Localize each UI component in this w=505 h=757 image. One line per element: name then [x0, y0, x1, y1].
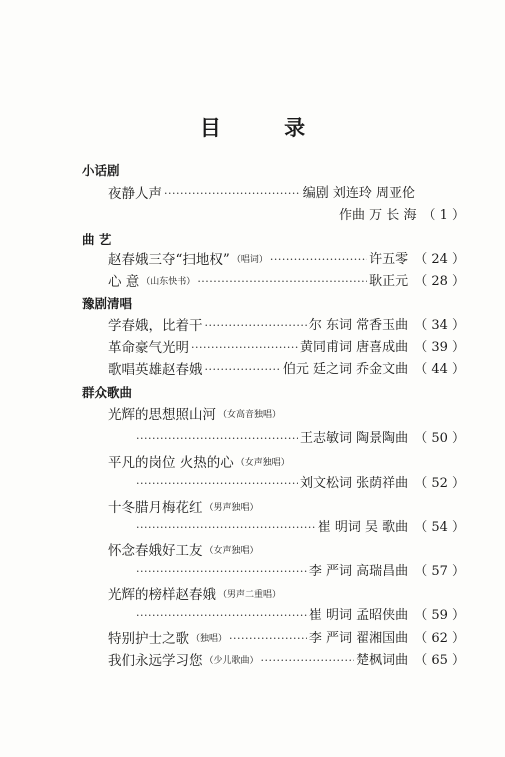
page-number: （ 39 ） — [414, 340, 465, 355]
entry-credit: 崔 明词 孟昭侠曲 — [308, 608, 409, 623]
leader-dots — [136, 428, 298, 450]
section-heading — [0, 160, 505, 182]
toc-entry[interactable] — [0, 359, 505, 381]
entry-credit: 编剧 刘连玲 周亚伦 — [302, 186, 415, 201]
leader-dots — [164, 183, 301, 205]
entry-credit: 崔 明词 吴 歌曲 — [317, 520, 409, 535]
entry-title: 心 意 — [108, 274, 140, 290]
entry-title: 夜静人声 — [108, 186, 162, 202]
entry-note: （山东快书） — [141, 277, 196, 287]
section-heading — [0, 382, 505, 404]
toc-entry[interactable] — [0, 271, 505, 293]
toc-entry[interactable] — [0, 584, 505, 606]
entry-credit: 李 严词 翟湘国曲 — [308, 631, 409, 646]
page-number: （ 59 ） — [414, 608, 465, 623]
toc-entry[interactable] — [0, 452, 505, 474]
entry-credit: 许五零 — [369, 252, 409, 267]
section-heading — [0, 229, 505, 251]
entry-title: 十冬腊月梅花红 — [108, 500, 203, 516]
leader-dots — [136, 561, 307, 583]
toc-entry-continuation[interactable] — [0, 605, 505, 627]
entry-note: （女声独唱） — [204, 546, 259, 556]
page-number: （ 1 ） — [422, 208, 465, 223]
page-number: （ 57 ） — [414, 564, 465, 579]
entry-note: （独唱） — [191, 634, 228, 644]
leader-dots — [205, 359, 281, 381]
toc-entry[interactable] — [0, 183, 505, 205]
toc-entry-continuation[interactable] — [0, 517, 505, 539]
page-number: （ 44 ） — [414, 362, 465, 377]
entry-credit: 楚枫词曲 — [356, 653, 409, 668]
page-number: （ 65 ） — [414, 653, 465, 668]
entry-title: 我们永远学习您 — [108, 653, 203, 669]
toc-entry-continuation[interactable] — [0, 428, 505, 450]
entry-title: 光辉的榜样赵春娥 — [108, 587, 216, 603]
toc-entry[interactable] — [0, 404, 505, 426]
leader-dots — [270, 249, 367, 271]
entry-note: （女高音独唱） — [218, 410, 282, 420]
entry-credit: 黄同甫词 唐喜成曲 — [300, 340, 409, 355]
leader-dots — [197, 271, 367, 293]
page-number: （ 50 ） — [414, 431, 465, 446]
entry-title: 革命豪气光明 — [108, 340, 189, 356]
entry-credit: 李 严词 高瑞昌曲 — [308, 564, 409, 579]
toc-entry-continuation[interactable] — [0, 205, 505, 227]
leader-dots — [136, 473, 298, 495]
toc-entry[interactable] — [0, 628, 505, 650]
toc-entry[interactable] — [0, 650, 505, 672]
entry-title: 歌唱英雄赵春娥 — [108, 362, 203, 378]
toc-entry[interactable] — [0, 540, 505, 562]
toc-entry[interactable] — [0, 249, 505, 271]
page-number: （ 62 ） — [414, 631, 465, 646]
page-title: 目 录 — [199, 115, 334, 140]
entry-credit: 尔 东词 常香玉曲 — [308, 318, 409, 333]
entry-note: （女声独唱） — [235, 458, 290, 468]
section-label: 小话剧 — [82, 163, 120, 178]
toc-entry[interactable] — [0, 337, 505, 359]
toc-entry-continuation[interactable] — [0, 473, 505, 495]
entry-credit: 王志敏词 陶景陶曲 — [300, 431, 409, 446]
page-number: （ 52 ） — [414, 476, 465, 491]
entry-credit: 作曲 万 长 海 — [339, 208, 417, 223]
entry-note: （男声二重唱） — [218, 590, 282, 600]
section-label: 曲 艺 — [82, 232, 112, 247]
section-heading — [0, 293, 505, 315]
leader-dots — [136, 517, 316, 539]
page-number: （ 28 ） — [414, 274, 465, 289]
entry-title: 平凡的岗位 火热的心 — [108, 455, 234, 471]
entry-title: 怀念春娥好工友 — [108, 543, 203, 559]
entry-note: （男声独唱） — [204, 503, 259, 513]
entry-credit: 伯元 廷之词 乔金文曲 — [282, 362, 409, 377]
toc-entry[interactable] — [0, 497, 505, 519]
section-label: 群众歌曲 — [82, 385, 133, 400]
toc-entry[interactable] — [0, 315, 505, 337]
entry-credit: 耿正元 — [369, 274, 409, 289]
entry-title: 光辉的思想照山河 — [108, 407, 216, 423]
entry-title: 学春娥，比着干 — [108, 318, 203, 334]
entry-title: 特别护士之歌 — [108, 631, 189, 647]
entry-note: （少儿歌曲） — [204, 656, 259, 666]
entry-note: （唱词） — [231, 255, 268, 265]
leader-dots — [229, 628, 307, 650]
page-number: （ 34 ） — [414, 318, 465, 333]
leader-dots — [205, 315, 307, 337]
leader-dots — [261, 650, 355, 672]
entry-title: 赵春娥三夺“扫地权” — [108, 252, 230, 268]
section-label: 豫剧清唱 — [82, 296, 133, 311]
leader-dots — [191, 337, 298, 359]
toc-entry-continuation[interactable] — [0, 561, 505, 583]
page-number: （ 54 ） — [414, 520, 465, 535]
page-number: （ 24 ） — [414, 252, 465, 267]
entry-credit: 刘文松词 张荫祥曲 — [300, 476, 409, 491]
leader-dots — [136, 605, 307, 627]
